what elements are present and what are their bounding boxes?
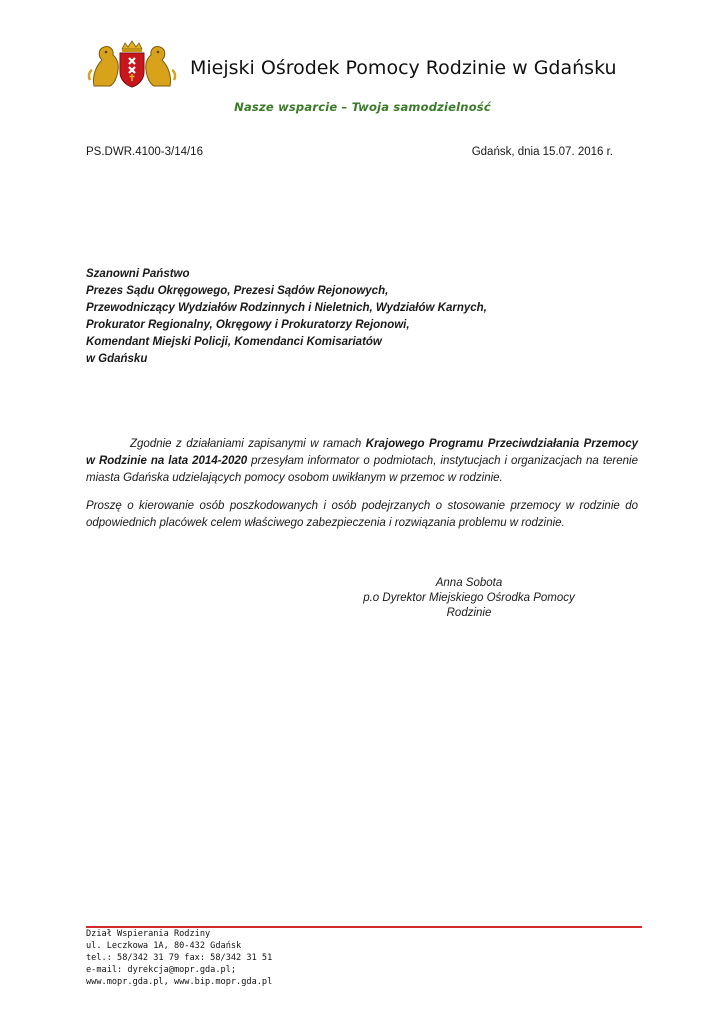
footer-address: ul. Leczkowa 1A, 80-432 Gdańsk — [86, 941, 242, 951]
motto: Nasze wsparcie – Twoja samodzielność — [234, 100, 491, 114]
paragraph-text: przesyłam informator o podmiotach, instytucjach i organizacjach na terenie miasta Gdańska udzielających pomocy osobom uwikłanym w przemoc w rodzinie. — [86, 455, 638, 484]
body-paragraph-1 — [86, 436, 638, 487]
gdansk-coat-of-arms-icon — [86, 40, 178, 90]
recipient-line: w Gdańsku — [86, 353, 148, 365]
signature-block — [343, 576, 595, 621]
recipient-line: Prezes Sądu Okręgowego, Prezesi Sądów Rejonowych, — [86, 285, 389, 297]
recipient-line: Przewodniczący Wydziałów Rodzinnych i Nieletnich, Wydziałów Karnych, — [86, 302, 487, 314]
paragraph-text: Zgodnie z działaniami zapisanymi w ramach — [130, 438, 366, 450]
footer-contact — [86, 928, 272, 988]
recipient-line: Prokurator Regionalny, Okręgowy i Prokuratorzy Rejonowi, — [86, 319, 410, 331]
footer-phone: tel.: 58/342 31 79 fax: 58/342 31 51 — [86, 953, 273, 963]
footer-websites: www.mopr.gda.pl, www.bip.mopr.gda.pl — [86, 977, 273, 987]
signature-name: Anna Sobota — [435, 577, 503, 589]
reference-number: PS.DWR.4100-3/14/16 — [86, 146, 203, 158]
footer-email: e-mail: dyrekcja@mopr.gda.pl; — [86, 965, 237, 975]
program-name: Krajowego Programu Przeciwdziałania Przemocy w Rodzinie na lata 2014-2020 — [86, 438, 638, 467]
signature-title: p.o Dyrektor Miejskiego Ośrodka Pomocy Rodzinie — [363, 592, 575, 619]
recipient-line: Komendant Miejski Policji, Komendanci Komisariatów — [86, 336, 382, 348]
recipients-block — [86, 266, 487, 368]
organization-name: Miejski Ośrodek Pomocy Rodzinie w Gdańsku — [190, 57, 617, 79]
body-paragraph-2: Proszę o kierowanie osób poszkodowanych i osób podejrzanych o stosowanie przemocy w rodzinie do odpowiednich placówek celem właściwego zabezpieczenia i rozwiązania problemu w rodzinie. — [86, 500, 638, 529]
recipient-line: Szanowni Państwo — [86, 268, 190, 280]
footer-department: Dział Wspierania Rodziny — [86, 929, 211, 939]
place-date: Gdańsk, dnia 15.07. 2016 r. — [471, 146, 613, 158]
